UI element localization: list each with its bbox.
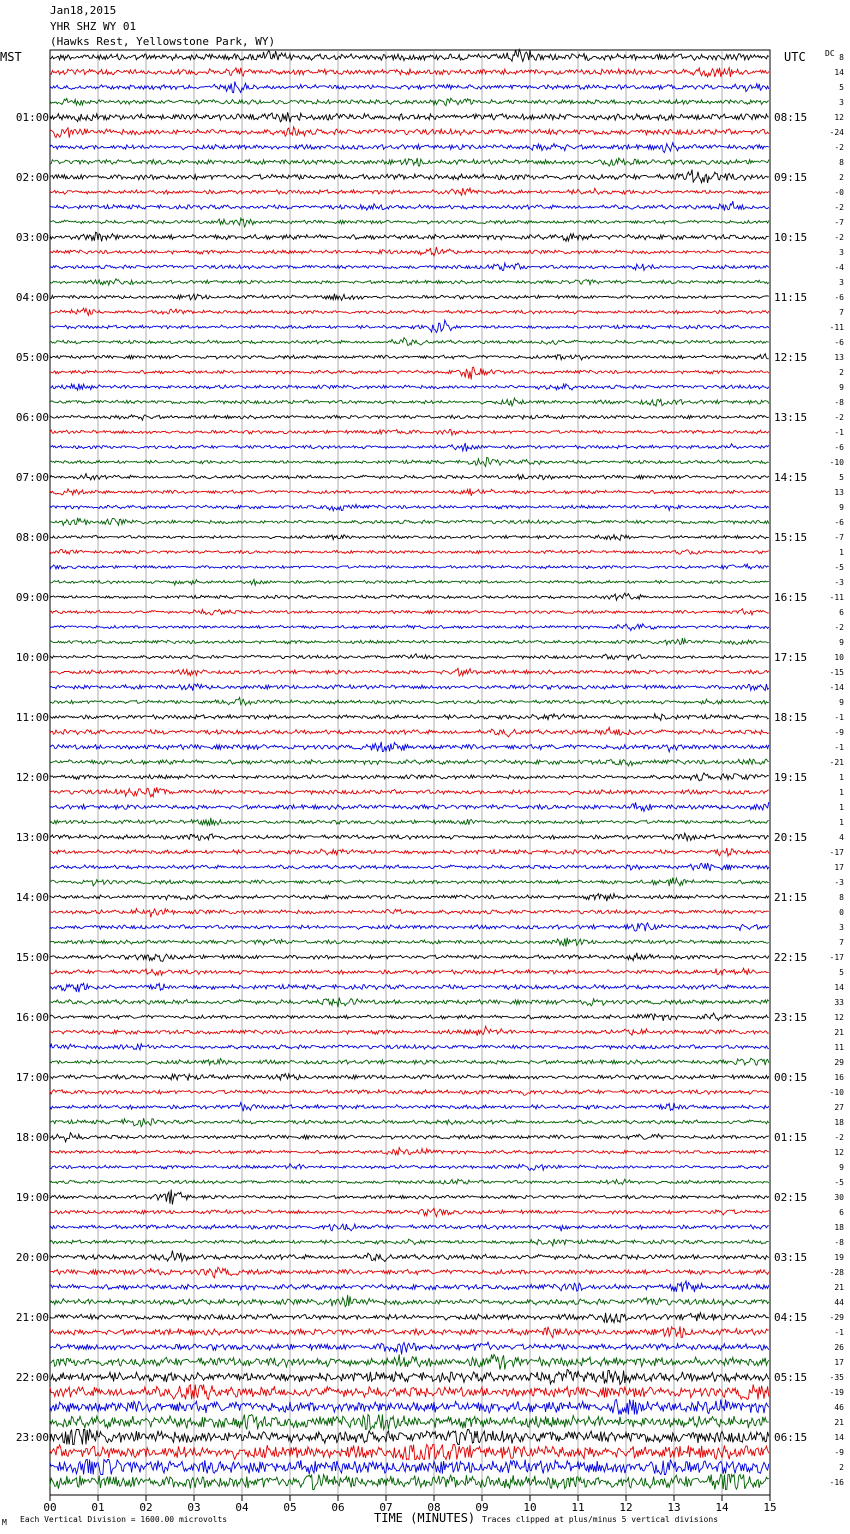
seismic-trace <box>50 593 769 600</box>
dc-offset-label: -2 <box>834 203 844 212</box>
x-tick-label: 12 <box>619 1501 633 1514</box>
dc-offset-label: 2 <box>839 173 844 182</box>
seismic-trace <box>50 294 769 301</box>
right-hour-label: 01:15 <box>774 1131 808 1144</box>
seismic-trace <box>50 1103 769 1112</box>
seismic-trace <box>50 714 769 721</box>
left-hour-label: 13:00 <box>15 831 49 844</box>
x-tick-label: 10 <box>523 1501 537 1514</box>
dc-offset-label: -21 <box>829 758 844 767</box>
dc-offset-label: -14 <box>829 683 844 692</box>
seismic-trace <box>50 1460 769 1475</box>
dc-offset-label: 0 <box>839 908 844 917</box>
dc-offset-label: 27 <box>834 1103 844 1112</box>
recording-date: Jan18,2015 <box>50 4 117 17</box>
dc-offset-label: 10 <box>834 653 844 662</box>
seismic-trace <box>50 1058 769 1065</box>
seismic-trace <box>50 564 769 570</box>
dc-offset-label: 5 <box>839 968 844 977</box>
dc-offset-label: -8 <box>834 1238 844 1247</box>
right-hour-label: 05:15 <box>774 1371 808 1384</box>
dc-offset-label: 5 <box>839 83 844 92</box>
seismic-trace <box>50 579 769 585</box>
seismic-trace <box>50 98 769 106</box>
right-hour-label: 08:15 <box>774 111 808 124</box>
dc-offset-label: -3 <box>834 578 844 587</box>
left-hour-label: 14:00 <box>15 891 49 904</box>
dc-offset-label: 13 <box>834 488 844 497</box>
dc-offset-label: 1 <box>839 803 844 812</box>
dc-offset-label: 14 <box>834 983 844 992</box>
dc-offset-label: 26 <box>834 1343 844 1352</box>
seismic-trace <box>50 878 769 887</box>
right-hour-label: 21:15 <box>774 891 808 904</box>
left-hour-label: 15:00 <box>15 951 49 964</box>
seismic-trace <box>50 504 769 510</box>
seismic-trace <box>50 384 769 391</box>
dc-offset-label: -6 <box>834 518 844 527</box>
dc-offset-label: -5 <box>834 1178 844 1187</box>
dc-offset-label: 16 <box>834 1073 844 1082</box>
dc-offset-label: 6 <box>839 1208 844 1217</box>
seismic-trace <box>50 535 769 541</box>
left-hour-label: 18:00 <box>15 1131 49 1144</box>
corner-mark: M <box>2 1518 7 1527</box>
x-tick-label: 07 <box>379 1501 393 1514</box>
dc-offset-label: -35 <box>829 1373 844 1382</box>
dc-offset-label: 13 <box>834 353 844 362</box>
seismic-trace <box>50 983 769 992</box>
left-hour-label: 19:00 <box>15 1191 49 1204</box>
station-code: YHR SHZ WY 01 <box>50 20 137 33</box>
dc-offset-label: -19 <box>829 1388 844 1397</box>
seismic-trace <box>50 1208 769 1216</box>
right-hour-label: 19:15 <box>774 771 808 784</box>
seismic-trace <box>50 1239 769 1246</box>
scale-note: Each Vertical Division = 1600.00 microvolts <box>20 1515 228 1524</box>
seismic-trace <box>50 624 769 631</box>
x-tick-label: 00 <box>43 1501 57 1514</box>
right-hour-label: 13:15 <box>774 411 808 424</box>
seismic-trace <box>50 833 769 840</box>
dc-offset-label: -10 <box>829 1088 844 1097</box>
seismic-trace <box>50 1190 769 1205</box>
right-hour-label: 06:15 <box>774 1431 808 1444</box>
seismic-trace <box>50 127 769 138</box>
dc-offset-label: 1 <box>839 773 844 782</box>
dc-offset-label: 8 <box>839 53 844 62</box>
seismic-trace <box>50 279 769 285</box>
dc-offset-label: 1 <box>839 548 844 557</box>
seismic-trace <box>50 802 769 811</box>
clip-note: Traces clipped at plus/minus 5 vertical divisions <box>482 1515 719 1524</box>
dc-offset-label: 7 <box>839 938 844 947</box>
right-hour-label: 17:15 <box>774 651 808 664</box>
dc-offset-label: 33 <box>834 998 844 1007</box>
dc-offset-label: -16 <box>829 1478 844 1487</box>
left-hour-label: 17:00 <box>15 1071 49 1084</box>
seismic-trace <box>50 143 769 153</box>
seismic-trace <box>50 112 769 122</box>
dc-offset-label: -2 <box>834 623 844 632</box>
dc-offset-label: -1 <box>834 743 844 752</box>
left-hour-label: 09:00 <box>15 591 49 604</box>
dc-offset-label: 12 <box>834 113 844 122</box>
seismic-trace <box>50 818 769 826</box>
seismic-trace <box>50 1224 769 1231</box>
seismic-trace <box>50 1342 769 1354</box>
dc-offset-label: -11 <box>829 593 844 602</box>
dc-offset-label: 17 <box>834 863 844 872</box>
seismic-trace <box>50 218 769 227</box>
dc-offset-label: -9 <box>834 1448 844 1457</box>
seismic-trace <box>50 1326 769 1337</box>
seismic-trace <box>50 1133 769 1142</box>
dc-offset-label: 12 <box>834 1013 844 1022</box>
dc-offset-label: 5 <box>839 473 844 482</box>
seismic-trace <box>50 1044 769 1050</box>
dc-offset-label: -6 <box>834 293 844 302</box>
dc-offset-label: -24 <box>829 128 844 137</box>
seismic-trace <box>50 638 769 645</box>
left-hour-label: 22:00 <box>15 1371 49 1384</box>
seismic-trace <box>50 609 769 615</box>
x-tick-label: 09 <box>475 1501 489 1514</box>
dc-offset-label: 21 <box>834 1283 844 1292</box>
seismic-trace <box>50 457 769 466</box>
seismic-trace <box>50 232 769 241</box>
dc-offset-label: 1 <box>839 818 844 827</box>
seismic-trace <box>50 1179 769 1184</box>
dc-offset-label: 9 <box>839 638 844 647</box>
x-tick-label: 02 <box>139 1501 153 1514</box>
dc-offset-label: 12 <box>834 1148 844 1157</box>
seismic-trace <box>50 367 769 379</box>
seismic-trace <box>50 489 769 496</box>
seismic-trace <box>50 1281 769 1292</box>
dc-offset-label: 11 <box>834 1043 844 1052</box>
seismic-trace <box>50 894 769 902</box>
dc-offset-label: -6 <box>834 443 844 452</box>
seismic-trace <box>50 773 769 781</box>
seismic-trace <box>50 863 769 871</box>
seismic-trace <box>50 668 769 676</box>
seismic-trace <box>50 1148 769 1156</box>
left-timezone-label: MST <box>0 50 22 64</box>
x-tick-label: 03 <box>187 1501 201 1514</box>
left-hour-label: 08:00 <box>15 531 49 544</box>
seismic-trace <box>50 654 769 660</box>
seismic-trace <box>50 1445 769 1460</box>
seismic-trace <box>50 953 769 962</box>
dc-offset-label: -7 <box>834 533 844 542</box>
seismic-trace <box>50 398 769 406</box>
x-tick-label: 14 <box>715 1501 729 1514</box>
left-hour-label: 20:00 <box>15 1251 49 1264</box>
dc-offset-label: 9 <box>839 698 844 707</box>
seismic-trace <box>50 354 769 360</box>
dc-offset-label: 2 <box>839 1463 844 1472</box>
seismic-trace <box>50 1164 769 1171</box>
seismic-trace <box>50 1355 769 1370</box>
dc-offset-label: 21 <box>834 1028 844 1037</box>
dc-offset-label: 18 <box>834 1223 844 1232</box>
dc-offset-label: 14 <box>834 1433 844 1442</box>
dc-offset-label: -17 <box>829 848 844 857</box>
dc-offset-label: 30 <box>834 1193 844 1202</box>
seismic-trace <box>50 443 769 452</box>
left-hour-label: 04:00 <box>15 291 49 304</box>
seismic-trace <box>50 998 769 1008</box>
dc-offset-label: -9 <box>834 728 844 737</box>
x-tick-label: 15 <box>763 1501 777 1514</box>
x-tick-label: 05 <box>283 1501 297 1514</box>
dc-offset-label: 9 <box>839 1163 844 1172</box>
seismic-trace <box>50 938 769 947</box>
right-hour-label: 23:15 <box>774 1011 808 1024</box>
right-hour-label: 03:15 <box>774 1251 808 1264</box>
dc-offset-label: -15 <box>829 668 844 677</box>
seismic-trace <box>50 320 769 333</box>
left-hour-label: 21:00 <box>15 1311 49 1324</box>
dc-offset-label: -2 <box>834 1133 844 1142</box>
dc-offset-label: 17 <box>834 1358 844 1367</box>
seismic-trace <box>50 1370 769 1385</box>
seismic-trace <box>50 158 769 166</box>
dc-offset-label: 8 <box>839 893 844 902</box>
dc-column-label: DC <box>825 49 835 58</box>
dc-offset-label: -7 <box>834 218 844 227</box>
x-tick-label: 13 <box>667 1501 681 1514</box>
right-hour-label: 00:15 <box>774 1071 808 1084</box>
seismic-trace <box>50 1295 769 1307</box>
dc-offset-label: 9 <box>839 383 844 392</box>
left-hour-label: 10:00 <box>15 651 49 664</box>
x-tick-label: 08 <box>427 1501 441 1514</box>
dc-offset-label: -2 <box>834 413 844 422</box>
left-hour-label: 12:00 <box>15 771 49 784</box>
right-hour-label: 14:15 <box>774 471 808 484</box>
seismic-trace <box>50 50 769 62</box>
dc-offset-label: 3 <box>839 278 844 287</box>
seismic-trace <box>50 1090 769 1096</box>
right-hour-label: 15:15 <box>774 531 808 544</box>
dc-offset-label: -29 <box>829 1313 844 1322</box>
seismic-trace <box>50 201 769 211</box>
dc-offset-label: -1 <box>834 713 844 722</box>
dc-offset-label: -28 <box>829 1268 844 1277</box>
dc-offset-label: -4 <box>834 263 844 272</box>
dc-offset-label: -2 <box>834 233 844 242</box>
dc-offset-label: -0 <box>834 188 844 197</box>
seismic-trace <box>50 787 769 797</box>
left-hour-label: 03:00 <box>15 231 49 244</box>
dc-offset-label: 7 <box>839 308 844 317</box>
dc-offset-label: 21 <box>834 1418 844 1427</box>
x-tick-label: 01 <box>91 1501 105 1514</box>
dc-offset-label: 46 <box>834 1403 844 1412</box>
seismic-trace <box>50 338 769 346</box>
right-hour-label: 22:15 <box>774 951 808 964</box>
right-hour-label: 12:15 <box>774 351 808 364</box>
dc-offset-label: -6 <box>834 338 844 347</box>
seismic-trace <box>50 1475 769 1490</box>
seismic-trace <box>50 684 769 691</box>
dc-offset-label: 29 <box>834 1058 844 1067</box>
left-hour-label: 06:00 <box>15 411 49 424</box>
right-hour-label: 11:15 <box>774 291 808 304</box>
x-tick-label: 06 <box>331 1501 345 1514</box>
left-hour-label: 02:00 <box>15 171 49 184</box>
seismic-trace <box>50 742 769 752</box>
dc-offset-label: -2 <box>834 143 844 152</box>
seismic-trace <box>50 1430 769 1445</box>
seismic-trace <box>50 415 769 420</box>
seismic-trace <box>50 518 769 526</box>
dc-offset-label: -1 <box>834 428 844 437</box>
left-hour-label: 16:00 <box>15 1011 49 1024</box>
left-hour-label: 01:00 <box>15 111 49 124</box>
seismic-trace <box>50 247 769 256</box>
dc-offset-label: -8 <box>834 398 844 407</box>
dc-offset-label: -11 <box>829 323 844 332</box>
right-hour-label: 10:15 <box>774 231 808 244</box>
seismic-trace <box>50 759 769 766</box>
left-hour-label: 05:00 <box>15 351 49 364</box>
dc-offset-label: 2 <box>839 368 844 377</box>
seismic-trace <box>50 848 769 856</box>
x-tick-label: 11 <box>571 1501 585 1514</box>
right-hour-label: 02:15 <box>774 1191 808 1204</box>
seismic-trace <box>50 549 769 554</box>
seismic-trace <box>50 1267 769 1278</box>
right-timezone-label: UTC <box>784 50 806 64</box>
dc-offset-label: 19 <box>834 1253 844 1262</box>
seismic-trace <box>50 188 769 196</box>
dc-offset-label: 3 <box>839 923 844 932</box>
seismic-trace <box>50 1385 769 1400</box>
seismic-trace <box>50 1026 769 1036</box>
dc-offset-label: 18 <box>834 1118 844 1127</box>
dc-offset-label: 44 <box>834 1298 844 1307</box>
seismic-trace <box>50 430 769 436</box>
x-axis-label: TIME (MINUTES) <box>374 1511 476 1525</box>
dc-offset-label: 6 <box>839 608 844 617</box>
seismic-trace <box>50 1415 769 1430</box>
dc-offset-label: 1 <box>839 788 844 797</box>
dc-offset-label: 9 <box>839 503 844 512</box>
right-hour-label: 18:15 <box>774 711 808 724</box>
seismic-trace <box>50 82 769 93</box>
left-hour-label: 11:00 <box>15 711 49 724</box>
dc-offset-label: 4 <box>839 833 844 842</box>
dc-offset-label: -1 <box>834 1328 844 1337</box>
right-hour-label: 09:15 <box>774 171 808 184</box>
seismic-trace <box>50 1251 769 1262</box>
dc-offset-label: 3 <box>839 248 844 257</box>
dc-offset-label: -10 <box>829 458 844 467</box>
seismic-trace <box>50 1313 769 1323</box>
seismic-trace <box>50 308 769 315</box>
dc-offset-label: 3 <box>839 98 844 107</box>
seismic-trace <box>50 923 769 931</box>
seismic-trace <box>50 1400 769 1415</box>
seismic-trace <box>50 968 769 975</box>
x-tick-label: 04 <box>235 1501 249 1514</box>
seismic-trace <box>50 697 769 705</box>
dc-offset-label: 14 <box>834 68 844 77</box>
dc-offset-label: -5 <box>834 563 844 572</box>
seismic-trace <box>50 263 769 270</box>
seismic-trace <box>50 1074 769 1081</box>
seismic-trace <box>50 1118 769 1126</box>
seismic-trace <box>50 68 769 77</box>
seismic-trace <box>50 727 769 737</box>
right-hour-label: 04:15 <box>774 1311 808 1324</box>
seismic-trace <box>50 909 769 918</box>
seismic-trace <box>50 474 769 480</box>
dc-offset-label: -3 <box>834 878 844 887</box>
seismic-trace <box>50 170 769 183</box>
dc-offset-label: -17 <box>829 953 844 962</box>
left-hour-label: 07:00 <box>15 471 49 484</box>
seismic-trace <box>50 1013 769 1021</box>
right-hour-label: 20:15 <box>774 831 808 844</box>
station-location: (Hawks Rest, Yellowstone Park, WY) <box>50 35 276 48</box>
left-hour-label: 23:00 <box>15 1431 49 1444</box>
dc-offset-label: 8 <box>839 158 844 167</box>
right-hour-label: 16:15 <box>774 591 808 604</box>
